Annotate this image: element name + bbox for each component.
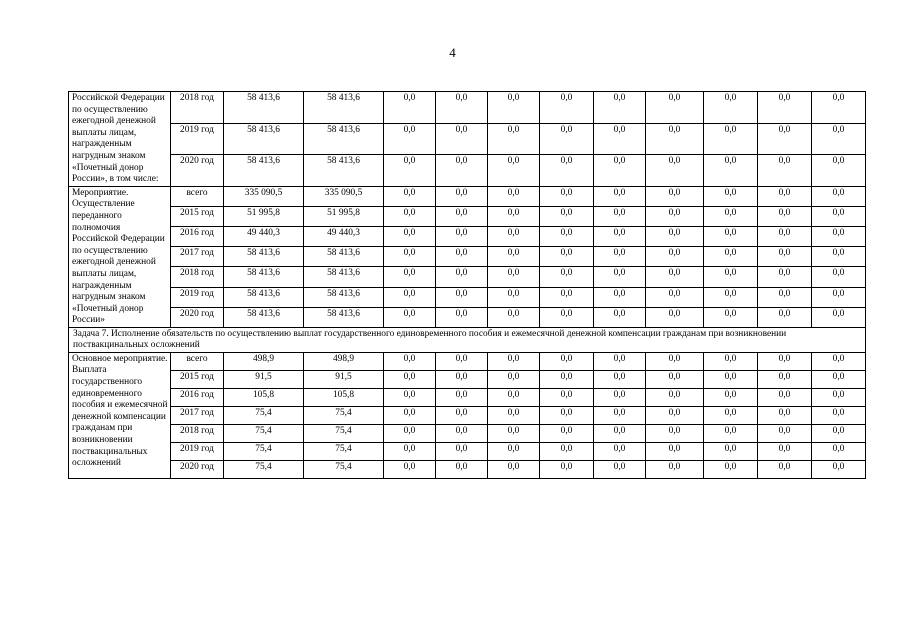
value-cell: 0,0 <box>384 307 436 327</box>
activity-name: Основное мероприятие. Выплата государственного единовременного пособия и ежемесячной денежной компенсации гражданам при возникновении поствакцинальных осложнений <box>69 352 171 478</box>
value-cell: 0,0 <box>812 424 866 442</box>
value-cell: 58 413,6 <box>224 247 304 267</box>
activity-name: Мероприятие. Осуществление переданного полномочия Российской Федерации по осуществлению ежегодной денежной выплаты лицам, награжденным нагрудным знаком «Почетный донор России» <box>69 186 171 327</box>
value-cell: 0,0 <box>646 92 704 124</box>
value-cell: 0,0 <box>540 370 594 388</box>
value-cell: 0,0 <box>646 370 704 388</box>
value-cell: 0,0 <box>540 307 594 327</box>
activity-name: Российской Федерации по осуществлению ежегодной денежной выплаты лицам, награжденным нагрудным знаком «Почетный донор России», в том числе: <box>69 92 171 187</box>
value-cell: 0,0 <box>704 460 758 478</box>
value-cell: 75,4 <box>304 424 384 442</box>
year-cell: 2020 год <box>171 307 224 327</box>
table-row <box>69 406 866 424</box>
value-cell: 0,0 <box>758 227 812 247</box>
value-cell: 0,0 <box>384 227 436 247</box>
year-cell: 2018 год <box>171 92 224 124</box>
value-cell: 0,0 <box>704 406 758 424</box>
value-cell: 0,0 <box>812 123 866 155</box>
value-cell: 0,0 <box>540 92 594 124</box>
value-cell: 0,0 <box>646 388 704 406</box>
value-cell: 0,0 <box>594 287 646 307</box>
value-cell: 0,0 <box>758 92 812 124</box>
value-cell: 0,0 <box>488 442 540 460</box>
value-cell: 0,0 <box>540 388 594 406</box>
value-cell: 0,0 <box>540 186 594 206</box>
value-cell: 0,0 <box>436 424 488 442</box>
value-cell: 0,0 <box>436 206 488 226</box>
value-cell: 0,0 <box>594 186 646 206</box>
table-row <box>69 123 866 155</box>
value-cell: 0,0 <box>704 247 758 267</box>
task-row <box>69 327 866 352</box>
budget-table <box>68 91 866 479</box>
value-cell: 0,0 <box>594 406 646 424</box>
value-cell: 58 413,6 <box>224 307 304 327</box>
table-row <box>69 388 866 406</box>
value-cell: 0,0 <box>704 388 758 406</box>
value-cell: 0,0 <box>436 352 488 370</box>
value-cell: 0,0 <box>594 442 646 460</box>
value-cell: 0,0 <box>488 123 540 155</box>
value-cell: 0,0 <box>646 155 704 187</box>
value-cell: 0,0 <box>488 370 540 388</box>
value-cell: 0,0 <box>488 206 540 226</box>
task-heading: Задача 7. Исполнение обязательств по осуществлению выплат государственного единовременного пособия и ежемесячной денежной компенсации гражданам при возникновении поствакцинальных осложнений <box>69 327 866 352</box>
table-row <box>69 186 866 206</box>
table-row <box>69 227 866 247</box>
value-cell: 0,0 <box>540 227 594 247</box>
value-cell: 0,0 <box>384 388 436 406</box>
table-row <box>69 267 866 287</box>
table-row <box>69 155 866 187</box>
year-cell: 2018 год <box>171 424 224 442</box>
value-cell: 58 413,6 <box>304 267 384 287</box>
value-cell: 75,4 <box>224 460 304 478</box>
value-cell: 0,0 <box>812 442 866 460</box>
value-cell: 0,0 <box>594 92 646 124</box>
value-cell: 0,0 <box>594 155 646 187</box>
value-cell: 75,4 <box>304 406 384 424</box>
value-cell: 0,0 <box>384 424 436 442</box>
table-row <box>69 307 866 327</box>
value-cell: 0,0 <box>594 424 646 442</box>
value-cell: 0,0 <box>540 406 594 424</box>
year-cell: 2018 год <box>171 267 224 287</box>
year-cell: 2019 год <box>171 442 224 460</box>
value-cell: 0,0 <box>594 206 646 226</box>
value-cell: 58 413,6 <box>304 123 384 155</box>
value-cell: 105,8 <box>224 388 304 406</box>
page-number: 4 <box>449 45 456 60</box>
value-cell: 58 413,6 <box>304 247 384 267</box>
value-cell: 0,0 <box>704 424 758 442</box>
value-cell: 58 413,6 <box>304 307 384 327</box>
value-cell: 0,0 <box>758 424 812 442</box>
table-body <box>69 92 866 479</box>
value-cell: 0,0 <box>488 406 540 424</box>
value-cell: 0,0 <box>436 247 488 267</box>
value-cell: 58 413,6 <box>224 287 304 307</box>
value-cell: 0,0 <box>540 123 594 155</box>
value-cell: 0,0 <box>646 287 704 307</box>
value-cell: 58 413,6 <box>224 155 304 187</box>
value-cell: 0,0 <box>488 186 540 206</box>
value-cell: 91,5 <box>224 370 304 388</box>
value-cell: 0,0 <box>436 307 488 327</box>
year-cell: 2019 год <box>171 287 224 307</box>
value-cell: 75,4 <box>304 460 384 478</box>
value-cell: 0,0 <box>758 307 812 327</box>
value-cell: 0,0 <box>758 442 812 460</box>
value-cell: 0,0 <box>384 370 436 388</box>
year-cell: 2015 год <box>171 206 224 226</box>
table-row <box>69 247 866 267</box>
year-cell: 2016 год <box>171 388 224 406</box>
value-cell: 0,0 <box>540 287 594 307</box>
value-cell: 0,0 <box>488 92 540 124</box>
table-row <box>69 424 866 442</box>
value-cell: 0,0 <box>812 287 866 307</box>
value-cell: 75,4 <box>304 442 384 460</box>
value-cell: 0,0 <box>436 123 488 155</box>
value-cell: 0,0 <box>812 307 866 327</box>
value-cell: 0,0 <box>384 287 436 307</box>
value-cell: 0,0 <box>488 388 540 406</box>
value-cell: 0,0 <box>436 460 488 478</box>
value-cell: 0,0 <box>594 307 646 327</box>
value-cell: 0,0 <box>812 267 866 287</box>
value-cell: 0,0 <box>488 460 540 478</box>
value-cell: 0,0 <box>646 352 704 370</box>
value-cell: 0,0 <box>436 186 488 206</box>
value-cell: 58 413,6 <box>304 155 384 187</box>
value-cell: 0,0 <box>704 287 758 307</box>
value-cell: 0,0 <box>646 406 704 424</box>
value-cell: 498,9 <box>224 352 304 370</box>
value-cell: 0,0 <box>704 370 758 388</box>
value-cell: 0,0 <box>812 370 866 388</box>
value-cell: 0,0 <box>488 352 540 370</box>
value-cell: 0,0 <box>594 227 646 247</box>
value-cell: 0,0 <box>758 370 812 388</box>
value-cell: 0,0 <box>436 370 488 388</box>
value-cell: 58 413,6 <box>224 92 304 124</box>
value-cell: 0,0 <box>540 442 594 460</box>
value-cell: 0,0 <box>758 123 812 155</box>
year-cell: всего <box>171 352 224 370</box>
value-cell: 51 995,8 <box>224 206 304 226</box>
value-cell: 0,0 <box>704 352 758 370</box>
value-cell: 0,0 <box>704 186 758 206</box>
value-cell: 0,0 <box>384 247 436 267</box>
value-cell: 0,0 <box>488 227 540 247</box>
value-cell: 0,0 <box>436 155 488 187</box>
value-cell: 0,0 <box>646 460 704 478</box>
value-cell: 0,0 <box>594 370 646 388</box>
value-cell: 0,0 <box>594 352 646 370</box>
value-cell: 0,0 <box>646 123 704 155</box>
value-cell: 0,0 <box>646 442 704 460</box>
year-cell: 2020 год <box>171 460 224 478</box>
value-cell: 0,0 <box>812 92 866 124</box>
value-cell: 335 090,5 <box>304 186 384 206</box>
value-cell: 105,8 <box>304 388 384 406</box>
value-cell: 0,0 <box>540 155 594 187</box>
value-cell: 58 413,6 <box>224 267 304 287</box>
value-cell: 0,0 <box>594 460 646 478</box>
year-cell: всего <box>171 186 224 206</box>
value-cell: 0,0 <box>646 267 704 287</box>
value-cell: 0,0 <box>594 267 646 287</box>
value-cell: 0,0 <box>704 92 758 124</box>
value-cell: 0,0 <box>436 287 488 307</box>
value-cell: 0,0 <box>594 123 646 155</box>
value-cell: 0,0 <box>384 186 436 206</box>
value-cell: 0,0 <box>704 206 758 226</box>
value-cell: 0,0 <box>704 307 758 327</box>
value-cell: 0,0 <box>704 155 758 187</box>
value-cell: 0,0 <box>488 267 540 287</box>
value-cell: 0,0 <box>758 186 812 206</box>
value-cell: 0,0 <box>384 406 436 424</box>
value-cell: 58 413,6 <box>224 123 304 155</box>
value-cell: 0,0 <box>758 247 812 267</box>
value-cell: 0,0 <box>384 267 436 287</box>
value-cell: 0,0 <box>646 247 704 267</box>
value-cell: 49 440,3 <box>304 227 384 247</box>
value-cell: 0,0 <box>488 155 540 187</box>
value-cell: 0,0 <box>646 424 704 442</box>
value-cell: 0,0 <box>704 442 758 460</box>
value-cell: 0,0 <box>812 227 866 247</box>
value-cell: 498,9 <box>304 352 384 370</box>
value-cell: 0,0 <box>812 406 866 424</box>
value-cell: 0,0 <box>384 352 436 370</box>
value-cell: 0,0 <box>384 442 436 460</box>
table-row <box>69 442 866 460</box>
value-cell: 0,0 <box>488 424 540 442</box>
value-cell: 0,0 <box>594 247 646 267</box>
value-cell: 0,0 <box>384 206 436 226</box>
value-cell: 0,0 <box>488 287 540 307</box>
value-cell: 0,0 <box>540 460 594 478</box>
value-cell: 0,0 <box>758 287 812 307</box>
value-cell: 58 413,6 <box>304 92 384 124</box>
value-cell: 0,0 <box>704 267 758 287</box>
value-cell: 0,0 <box>812 247 866 267</box>
value-cell: 0,0 <box>812 388 866 406</box>
value-cell: 0,0 <box>436 442 488 460</box>
value-cell: 0,0 <box>436 227 488 247</box>
value-cell: 75,4 <box>224 406 304 424</box>
value-cell: 0,0 <box>812 352 866 370</box>
value-cell: 0,0 <box>540 206 594 226</box>
value-cell: 0,0 <box>758 352 812 370</box>
value-cell: 0,0 <box>436 267 488 287</box>
table-row <box>69 206 866 226</box>
value-cell: 75,4 <box>224 442 304 460</box>
value-cell: 0,0 <box>540 424 594 442</box>
table-row <box>69 460 866 478</box>
value-cell: 0,0 <box>812 186 866 206</box>
year-cell: 2017 год <box>171 406 224 424</box>
value-cell: 0,0 <box>540 267 594 287</box>
value-cell: 0,0 <box>488 307 540 327</box>
value-cell: 0,0 <box>758 388 812 406</box>
value-cell: 0,0 <box>646 186 704 206</box>
value-cell: 0,0 <box>384 123 436 155</box>
value-cell: 0,0 <box>812 460 866 478</box>
year-cell: 2017 год <box>171 247 224 267</box>
value-cell: 0,0 <box>812 206 866 226</box>
value-cell: 0,0 <box>758 155 812 187</box>
value-cell: 91,5 <box>304 370 384 388</box>
value-cell: 0,0 <box>436 406 488 424</box>
value-cell: 0,0 <box>384 92 436 124</box>
year-cell: 2015 год <box>171 370 224 388</box>
value-cell: 51 995,8 <box>304 206 384 226</box>
value-cell: 0,0 <box>704 123 758 155</box>
year-cell: 2020 год <box>171 155 224 187</box>
value-cell: 0,0 <box>646 206 704 226</box>
value-cell: 0,0 <box>540 352 594 370</box>
value-cell: 0,0 <box>436 388 488 406</box>
table-row <box>69 352 866 370</box>
value-cell: 49 440,3 <box>224 227 304 247</box>
year-cell: 2019 год <box>171 123 224 155</box>
value-cell: 75,4 <box>224 424 304 442</box>
value-cell: 0,0 <box>758 460 812 478</box>
value-cell: 0,0 <box>646 307 704 327</box>
value-cell: 0,0 <box>812 155 866 187</box>
value-cell: 0,0 <box>758 267 812 287</box>
value-cell: 58 413,6 <box>304 287 384 307</box>
value-cell: 0,0 <box>384 155 436 187</box>
value-cell: 0,0 <box>488 247 540 267</box>
table-row <box>69 287 866 307</box>
table-row <box>69 92 866 124</box>
table-row <box>69 370 866 388</box>
value-cell: 0,0 <box>758 406 812 424</box>
value-cell: 0,0 <box>594 388 646 406</box>
value-cell: 0,0 <box>646 227 704 247</box>
value-cell: 0,0 <box>758 206 812 226</box>
value-cell: 0,0 <box>704 227 758 247</box>
value-cell: 0,0 <box>436 92 488 124</box>
value-cell: 0,0 <box>384 460 436 478</box>
value-cell: 335 090,5 <box>224 186 304 206</box>
value-cell: 0,0 <box>540 247 594 267</box>
year-cell: 2016 год <box>171 227 224 247</box>
